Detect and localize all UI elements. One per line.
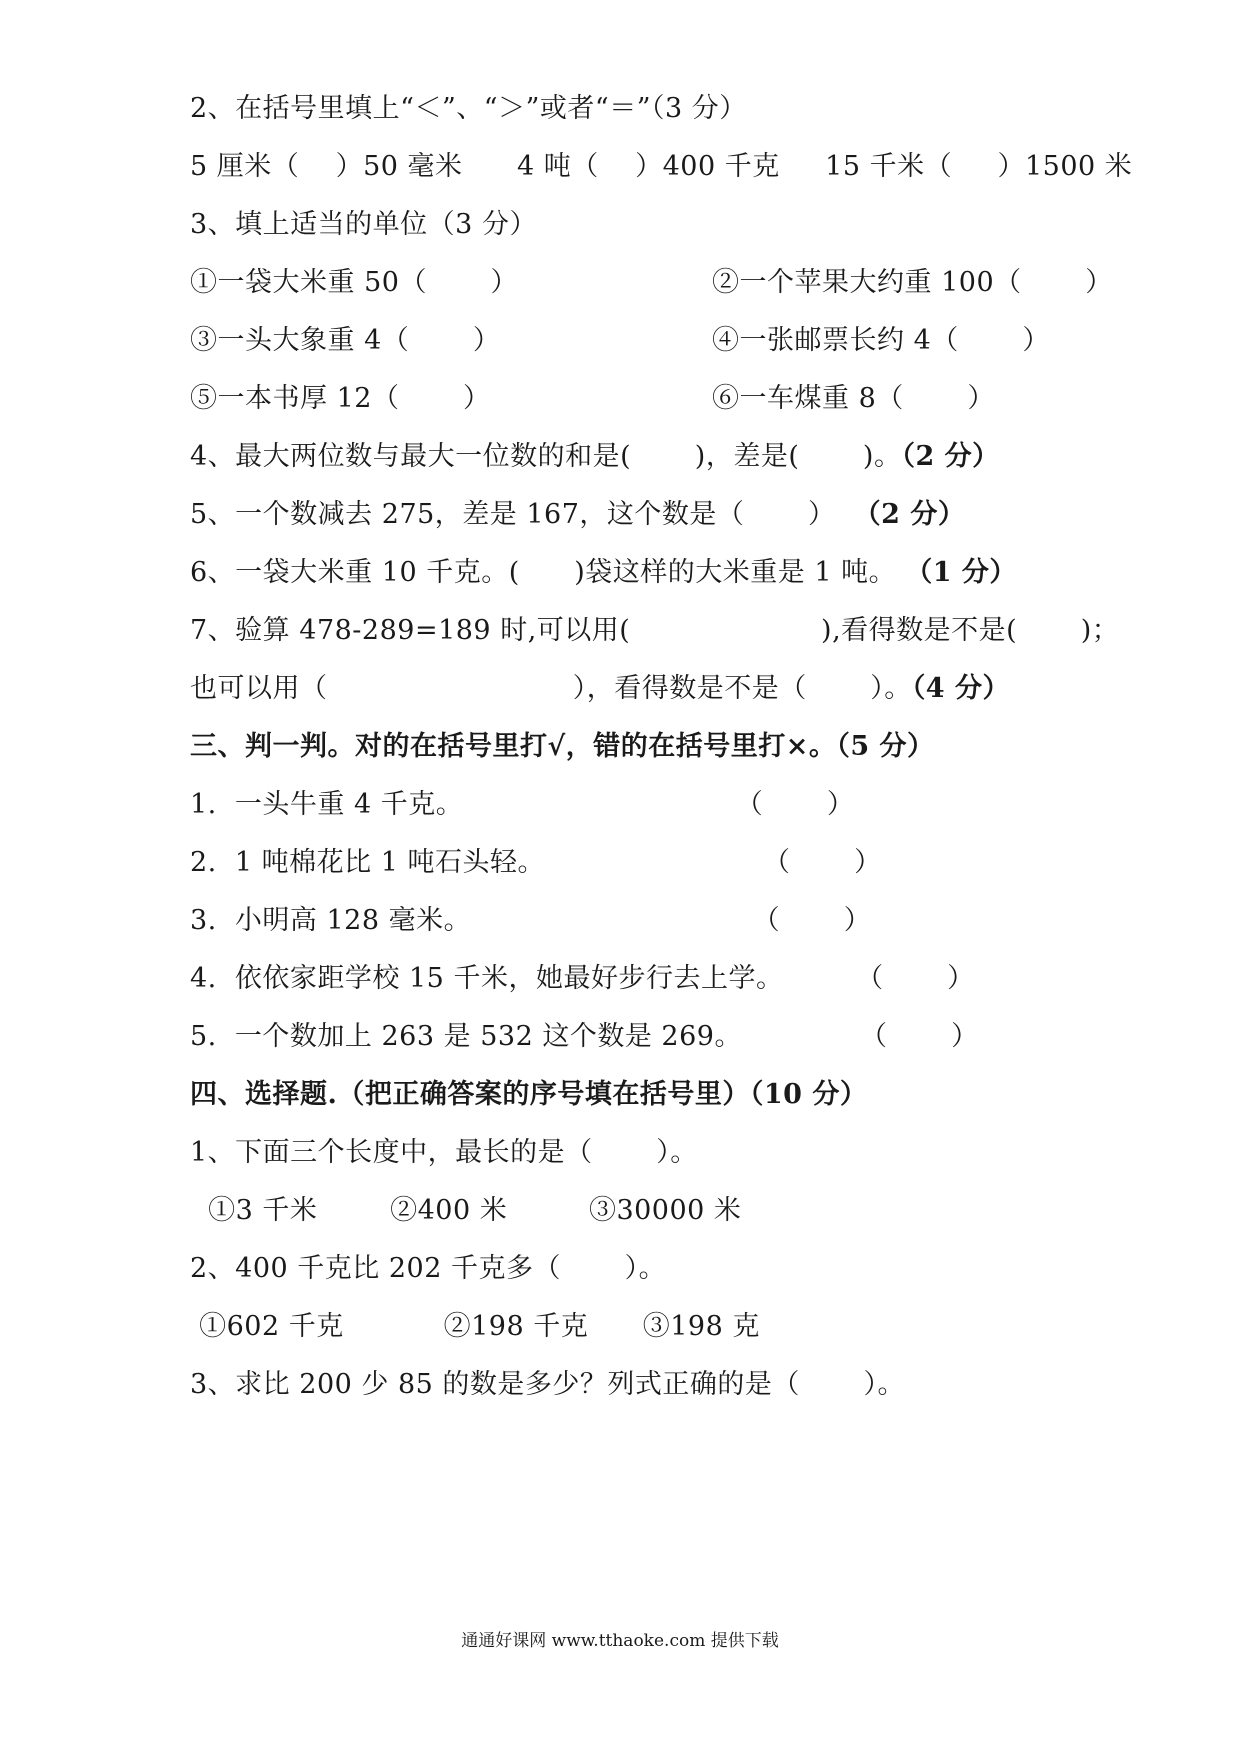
question-5	[190, 498, 965, 532]
question-3-item-1: ①一袋大米重 50（ ）	[190, 267, 519, 298]
question-7-line-1: 7、验算 478-289=189 时,可以用( ),看得数是不是( )；	[190, 615, 1120, 646]
question-7-score: （4 分）	[911, 673, 1010, 704]
section-3-item-4: 4. 依依家距学校 15 千米，她最好步行去上学。 （ ）	[190, 963, 975, 994]
section-4-question-1: 1、下面三个长度中，最长的是（ ）。	[190, 1137, 698, 1168]
section-4-title: 四、选择题.（把正确答案的序号填在括号里）（10 分）	[190, 1079, 868, 1110]
section-4-question-2: 2、400 千克比 202 千克多（ ）。	[190, 1253, 667, 1284]
section-4-question-3: 3、求比 200 少 85 的数是多少？列式正确的是（ ）。	[190, 1369, 905, 1400]
question-3-item-4: ④一张邮票长约 4（ ）	[712, 325, 1050, 356]
question-6-score: （1 分）	[905, 557, 1017, 588]
question-2-title: 2、在括号里填上“＜”、“＞”或者“＝”（3 分）	[190, 93, 747, 124]
question-3-item-6: ⑥一车煤重 8（ ）	[712, 383, 995, 414]
section-4-question-1-options: ①3 千米 ②400 米 ③30000 米	[190, 1195, 742, 1226]
question-5-score: （2 分）	[853, 499, 966, 530]
question-4-text: 4、最大两位数与最大一位数的和是( )，差是( )。	[190, 441, 902, 472]
question-2-items: 5 厘米（ ）50 毫米 4 吨（ ）400 千克 15 千米（ ）1500 米	[190, 151, 1133, 182]
section-3-item-1: 1. 一头牛重 4 千克。 （ ）	[190, 789, 855, 820]
section-4-question-2-options: ①602 千克 ②198 千克 ③198 克	[190, 1311, 760, 1342]
question-7-text: 也可以用（ ），看得数是不是（ ）。	[190, 673, 912, 704]
question-3-item-3: ③一头大象重 4（ ）	[190, 325, 501, 356]
section-3-item-5: 5. 一个数加上 263 是 532 这个数是 269。 （ ）	[190, 1021, 979, 1052]
section-3-title: 三、判一判。对的在括号里打√，错的在括号里打×。（5 分）	[190, 731, 935, 762]
section-3-item-3: 3. 小明高 128 毫米。 （ ）	[190, 905, 872, 936]
question-3-title: 3、填上适当的单位（3 分）	[190, 209, 537, 240]
question-5-text: 5、一个数减去 275，差是 167，这个数是（ ）	[190, 499, 836, 530]
question-6-text: 6、一袋大米重 10 千克。( )袋这样的大米重是 1 吨。	[190, 557, 897, 588]
question-4	[190, 440, 1000, 474]
question-6	[190, 556, 1017, 590]
page-footer: 通通好课网 www.tthaoke.com 提供下载	[461, 1631, 779, 1651]
question-7-line-2	[190, 672, 1010, 706]
question-4-score: （2 分）	[901, 441, 1000, 472]
question-3-item-2: ②一个苹果大约重 100（ ）	[712, 267, 1113, 298]
question-3-item-5: ⑤一本书厚 12（ ）	[190, 383, 491, 414]
section-3-item-2: 2. 1 吨棉花比 1 吨石头轻。 （ ）	[190, 847, 882, 878]
